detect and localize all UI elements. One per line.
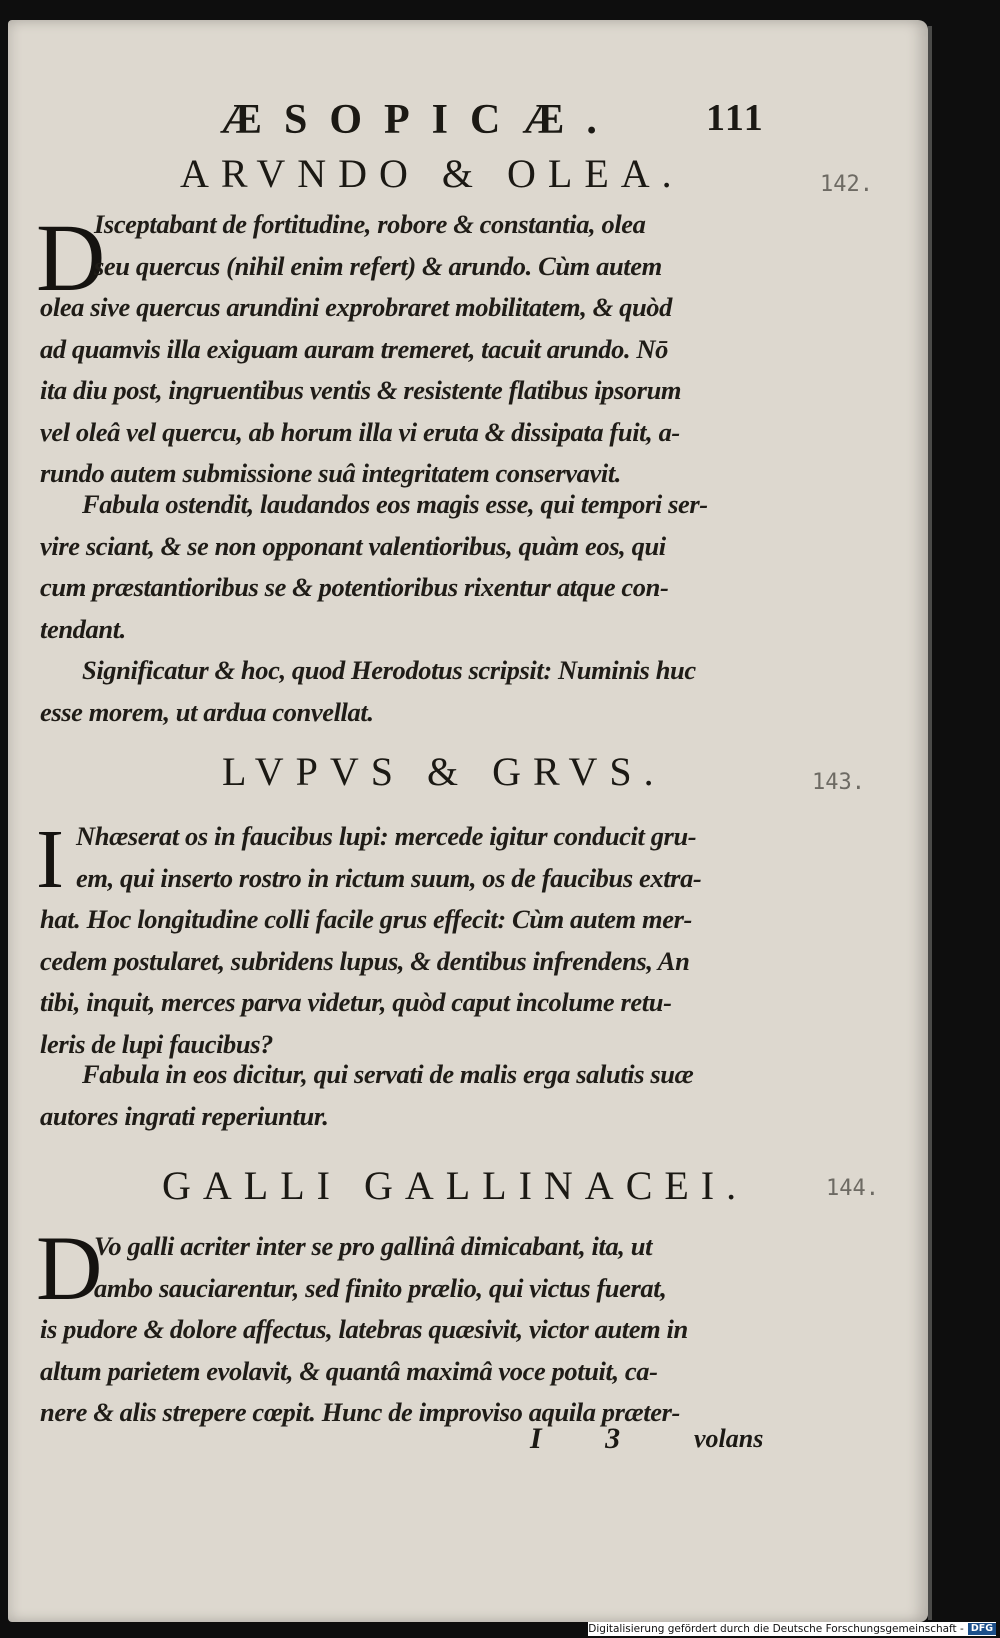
text-line: hat. Hoc longitudine colli facile grus effecit: Cùm autem mer-	[40, 904, 692, 934]
drop-cap-i: I	[36, 813, 64, 906]
text-line: cedem postularet, subridens lupus, & dentibus infrendens, An	[40, 945, 690, 976]
text-line: Nhæserat os in faucibus lupi: mercede igitur conducit gru-	[76, 821, 697, 851]
text-line: is pudore & dolore affectus, latebras quæsivit, victor autem in	[40, 1314, 688, 1344]
text-line: ad quamvis illa exiguam auram tremeret, tacuit arundo. Nō	[40, 333, 668, 364]
text-line: esse morem, ut ardua convellat.	[40, 696, 374, 727]
running-head: ÆSOPICÆ.	[220, 97, 619, 143]
text-line: em, qui inserto rostro in rictum suum, os de faucibus extra-	[76, 862, 702, 893]
fable-title-lupus-grus: LVPVS & GRVS.	[222, 749, 666, 794]
text-line: altum parietem evolavit, & quantâ maximâ voce potuit, ca-	[40, 1355, 658, 1386]
page-number: 111	[706, 97, 765, 139]
fable-1-note	[40, 650, 770, 733]
footer-credit	[588, 1622, 996, 1636]
text-line: autores ingrati reperiuntur.	[40, 1100, 329, 1131]
text-line: tibi, inquit, merces parva videtur, quòd caput incolume retu-	[40, 987, 672, 1017]
text-line: olea sive quercus arundini exprobraret mobilitatem, & quòd	[40, 292, 672, 322]
text-line: vire sciant, & se non opponant valentioribus, quàm eos, qui	[40, 530, 666, 561]
drop-cap-d: D	[36, 204, 106, 311]
text-line: ita diu post, ingruentibus ventis & resistente flatibus ipsorum	[40, 375, 682, 405]
text-line: cum præstantioribus se & potentioribus rixentur atque con-	[40, 572, 669, 602]
fable-2-paragraph-1	[40, 816, 770, 1065]
fable-1-moral	[40, 484, 770, 650]
dfg-logo: DFG	[968, 1623, 996, 1635]
fable-3-paragraph-1	[40, 1226, 770, 1434]
text-line: rundo autem submissione suâ integritatem conservavit.	[40, 458, 622, 488]
text-line: Fabula in eos dicitur, qui servati de malis erga salutis suæ	[82, 1059, 694, 1089]
text-line: tendant.	[40, 613, 126, 644]
fable-1-paragraph-1	[40, 204, 770, 495]
text-line: seu quercus (nihil enim refert) & arundo. Cùm autem	[94, 250, 662, 281]
fable-2-moral	[40, 1054, 770, 1137]
text-line: ambo sauciarentur, sed finito prælio, qui victus fuerat,	[94, 1272, 667, 1303]
margin-note-144: 144.	[826, 1176, 879, 1201]
text-line: Vo galli acriter inter se pro gallinâ dimicabant, ita, ut	[94, 1231, 653, 1261]
catchword: volans	[694, 1424, 764, 1453]
fable-title-galli-gallinacei: GALLI GALLINACEI.	[162, 1163, 749, 1208]
text-line: nere & alis strepere cœpit. Hunc de improviso aquila præter-	[40, 1397, 680, 1427]
page-edge	[928, 26, 932, 1620]
text-line: vel oleâ vel quercu, ab horum illa vi eruta & dissipata fuit, a-	[40, 416, 680, 447]
margin-note-142: 142.	[820, 172, 873, 197]
text-line: Significatur & hoc, quod Herodotus scripsit: Numinis huc	[82, 655, 696, 685]
fable-title-arundo-olea: ARVNDO & OLEA.	[180, 151, 684, 196]
text-line: Isceptabant de fortitudine, robore & constantia, olea	[94, 209, 646, 239]
text-line: Fabula ostendit, laudandos eos magis esse, qui tempori ser-	[82, 489, 708, 519]
text-line: leris de lupi faucibus?	[40, 1028, 274, 1059]
margin-note-143: 143.	[812, 770, 865, 795]
signature-mark: I 3	[530, 1422, 649, 1455]
footer-text: Digitalisierung gefördert durch die Deutsche Forschungsgemeinschaft -	[588, 1623, 964, 1635]
drop-cap-d-2: D	[36, 1217, 103, 1319]
